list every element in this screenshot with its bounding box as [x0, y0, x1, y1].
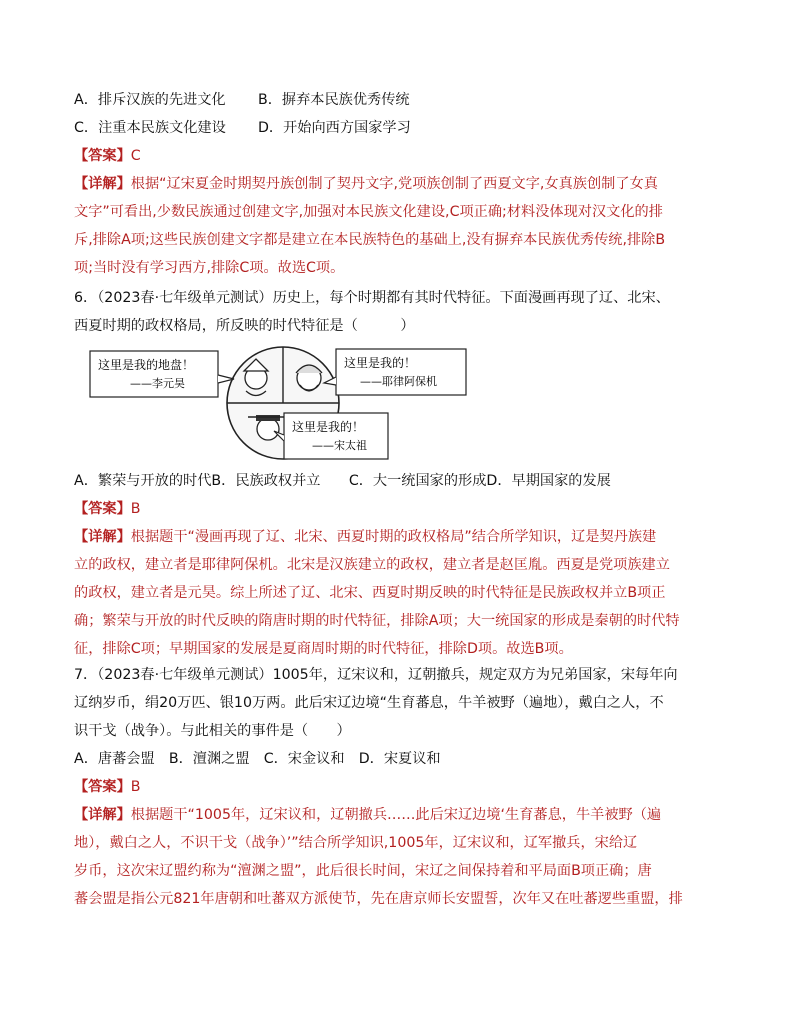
bubble-left-text: 这里是我的地盘！ [98, 358, 195, 372]
q5-detail-line-4: 项;当时没有学习西方,排除C项。故选C项。 [74, 260, 345, 276]
q5-option-b: B．摒弃本民族优秀传统 [258, 92, 410, 108]
q6-detail-line-1 [74, 523, 724, 551]
speech-bubble-bottom [274, 413, 388, 459]
answer-value: B [130, 779, 141, 795]
q6-detail-line-2: 立的政权，建立者是耶律阿保机。北宋是汉族建立的政权，建立者是赵匡胤。西夏是党项族建立 [74, 557, 670, 573]
bubble-bottom-text: 这里是我的！ [292, 420, 365, 434]
bubble-right-speaker: ——耶律阿保机 [360, 375, 437, 388]
q5-option-a: A．排斥汉族的先进文化 [74, 92, 226, 108]
answer-label: 【答案】 [74, 148, 131, 164]
answer-label: 【答案】 [74, 501, 131, 517]
q7-stem-line-3: 识干戈（战争）。与此相关的事件是（ ） [74, 723, 351, 739]
q5-detail-line-3: 斥,排除A项;这些民族创建文字都是建立在本民族特色的基础上,没有摒弃本民族优秀传统,排除B [74, 232, 666, 248]
q5-detail-line-2: 文字”可看出,少数民族通过创建文字,加强对本民族文化建设,C项正确;材料没体现对汉文化的排 [74, 204, 663, 220]
q6-detail-line-4: 确；繁荣与开放的时代反映的隋唐时期的时代特征，排除A项；大一统国家的形成是秦朝的时代特 [74, 613, 680, 629]
q5-answer [74, 142, 724, 170]
answer-value: B [130, 501, 141, 517]
q6-detail-line-3: 的政权，建立者是元昊。综上所述了辽、北宋、西夏时期反映的时代特征是民族政权并立B项正 [74, 585, 666, 601]
speech-bubble-right [324, 349, 466, 395]
q7-stem-line-1: 7．（2023春·七年级单元测试）1005年，辽宋议和，辽朝撤兵，规定双方为兄弟国家，宋每年向 [74, 667, 678, 683]
q6-answer [74, 495, 724, 523]
detail-text: 根据题干“1005年，辽宋议和，辽朝撤兵……此后宋辽边境‘生育蕃息，牛羊被野（遍 [130, 807, 662, 823]
q6-comic-illustration [88, 345, 468, 463]
q5-options-row2 [74, 114, 724, 142]
q7-detail-line-4: 蕃会盟是指公元821年唐朝和吐蕃双方派使节，先在唐京师长安盟誓，次年又在吐蕃逻些重盟，排 [74, 891, 683, 907]
q6-detail-line-5: 征，排除C项；早期国家的发展是夏商周时期的时代特征，排除D项。故选B项。 [74, 641, 573, 657]
answer-value: C [130, 148, 141, 164]
detail-label: 【详解】 [74, 529, 131, 545]
q7-answer [74, 773, 724, 801]
q7-detail-line-1 [74, 801, 724, 829]
detail-label: 【详解】 [74, 807, 131, 823]
answer-label: 【答案】 [74, 779, 131, 795]
q6-stem-line-2: 西夏时期的政权格局，所反映的时代特征是（ ） [74, 318, 415, 334]
q5-option-d: D．开始向西方国家学习 [258, 120, 411, 136]
q7-options: A．唐蕃会盟 B．澶渊之盟 C．宋金议和 D．宋夏议和 [74, 751, 441, 767]
detail-label: 【详解】 [74, 176, 131, 192]
q7-detail-line-3: 岁币，这次宋辽盟约称为“澶渊之盟”，此后很长时间，宋辽之间保持着和平局面B项正确；唐 [74, 863, 652, 879]
q6-stem-line-1: 6．（2023春·七年级单元测试）历史上，每个时期都有其时代特征。下面漫画再现了辽、北宋、 [74, 290, 670, 306]
q5-options-row1 [74, 86, 724, 114]
bubble-bottom-speaker: ——宋太祖 [312, 439, 367, 452]
q5-detail-line-1 [74, 170, 724, 198]
bubble-right-text: 这里是我的！ [344, 356, 417, 370]
detail-text: 根据题干“漫画再现了辽、北宋、西夏时期的政权格局”结合所学知识，辽是契丹族建 [130, 529, 657, 545]
bubble-left-speaker: ——李元昊 [130, 377, 185, 390]
q5-option-c: C．注重本民族文化建设 [74, 120, 226, 136]
q7-stem-line-2: 辽纳岁币，绢20万匹、银10万两。此后宋辽边境“生育蕃息，牛羊被野（遍地），戴白之人，不 [74, 695, 664, 711]
q7-detail-line-2: 地），戴白之人，不识干戈（战争）’”结合所学知识,1005年，辽宋议和，辽军撤兵，宋给辽 [74, 835, 638, 851]
speech-bubble-left [90, 351, 234, 397]
detail-text: 根据“辽宋夏金时期契丹族创制了契丹文字,党项族创制了西夏文字,女真族创制了女真 [130, 176, 658, 192]
q6-options: A．繁荣与开放的时代B．民族政权并立 C．大一统国家的形成D．早期国家的发展 [74, 473, 611, 489]
